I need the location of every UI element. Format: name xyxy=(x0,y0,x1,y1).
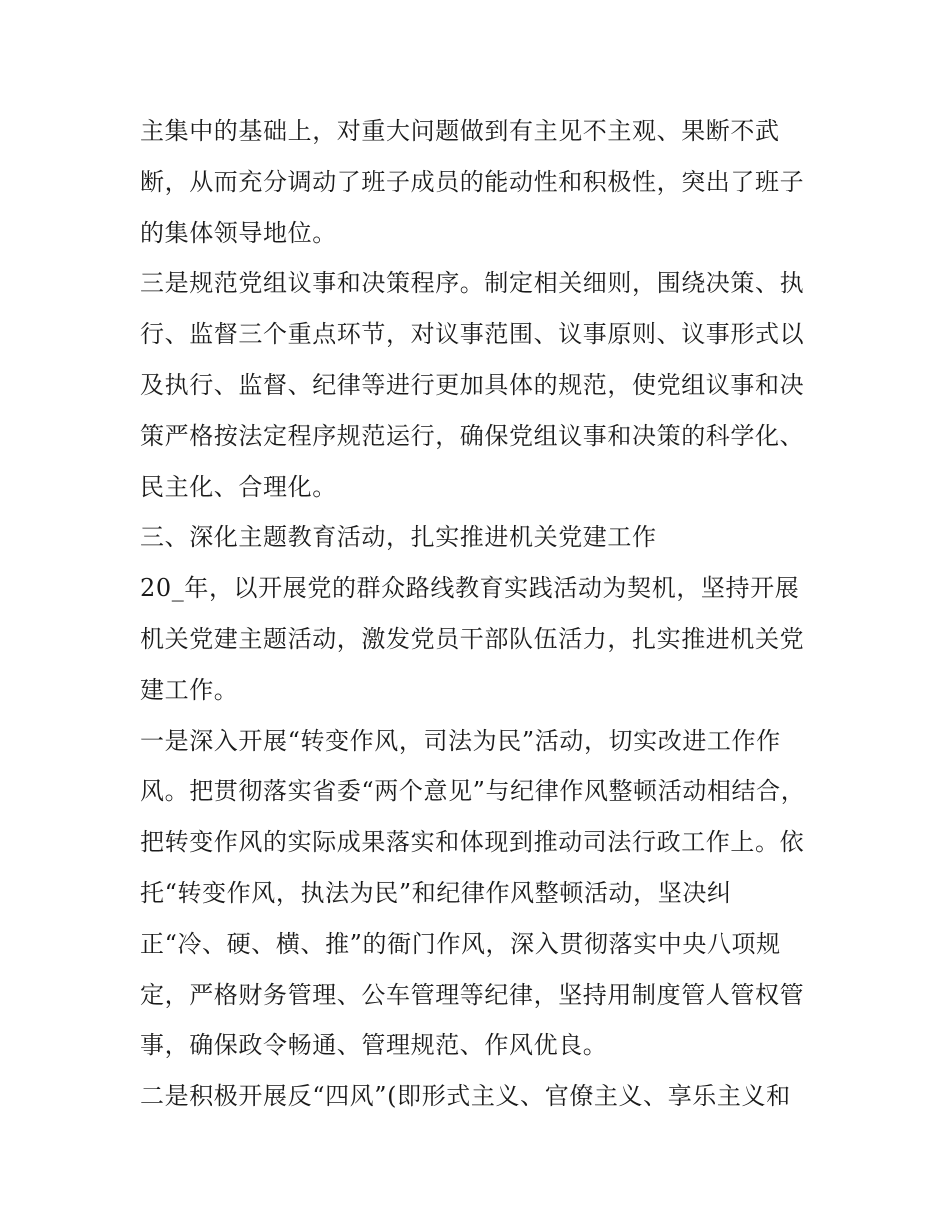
text-line: 三是规范党组议事和决策程序。制定相关细则，围绕决策、执 xyxy=(140,269,805,298)
text-line: 事，确保政令畅通、管理规范、作风优良。 xyxy=(140,1031,608,1060)
text-line: 主集中的基础上，对重大问题做到有主见不主观、果断不武 xyxy=(140,117,780,145)
text-line: 及执行、监督、纪律等进行更加具体的规范，使党组议事和决 xyxy=(140,370,805,399)
text-line: 的集体领导地位。 xyxy=(140,218,337,247)
section-heading: 三、深化主题教育活动，扎实推进机关党建工作 xyxy=(140,523,657,552)
text-line: 策严格按法定程序规范运行，确保党组议事和决策的科学化、 xyxy=(140,421,805,450)
text-line: 正“冷、硬、横、推”的衙门作风，深入贯彻落实中央八项规 xyxy=(140,929,781,958)
document-body xyxy=(140,106,820,1122)
text-line: 机关党建主题活动，激发党员干部队伍活力，扎实推进机关党 xyxy=(140,624,805,653)
text-line: 一是深入开展“转变作风，司法为民”活动，切实改进工作作 xyxy=(140,726,781,755)
text-line: 定，严格财务管理、公车管理等纪律，坚持用制度管人管权管 xyxy=(140,980,805,1009)
text-line: 风。把贯彻落实省委“两个意见”与纪律作风整顿活动相结合， xyxy=(140,777,806,806)
text-line: 把转变作风的实际成果落实和体现到推动司法行政工作上。依 xyxy=(140,828,805,857)
text-line: 断，从而充分调动了班子成员的能动性和积极性，突出了班子 xyxy=(140,167,805,196)
text-line: 二是积极开展反“四风”(即形式主义、官僚主义、享乐主义和 xyxy=(140,1082,791,1111)
text-line: 20_年，以开展党的群众路线教育实践活动为契机，坚持开展 xyxy=(140,574,800,603)
text-line: 建工作。 xyxy=(140,675,239,704)
text-line: 民主化、合理化。 xyxy=(140,472,337,501)
text-line: 行、监督三个重点环节，对议事范围、议事原则、议事形式以 xyxy=(140,320,805,349)
text-line: 托“转变作风，执法为民”和纪律作风整顿活动，坚决纠 xyxy=(140,878,732,907)
